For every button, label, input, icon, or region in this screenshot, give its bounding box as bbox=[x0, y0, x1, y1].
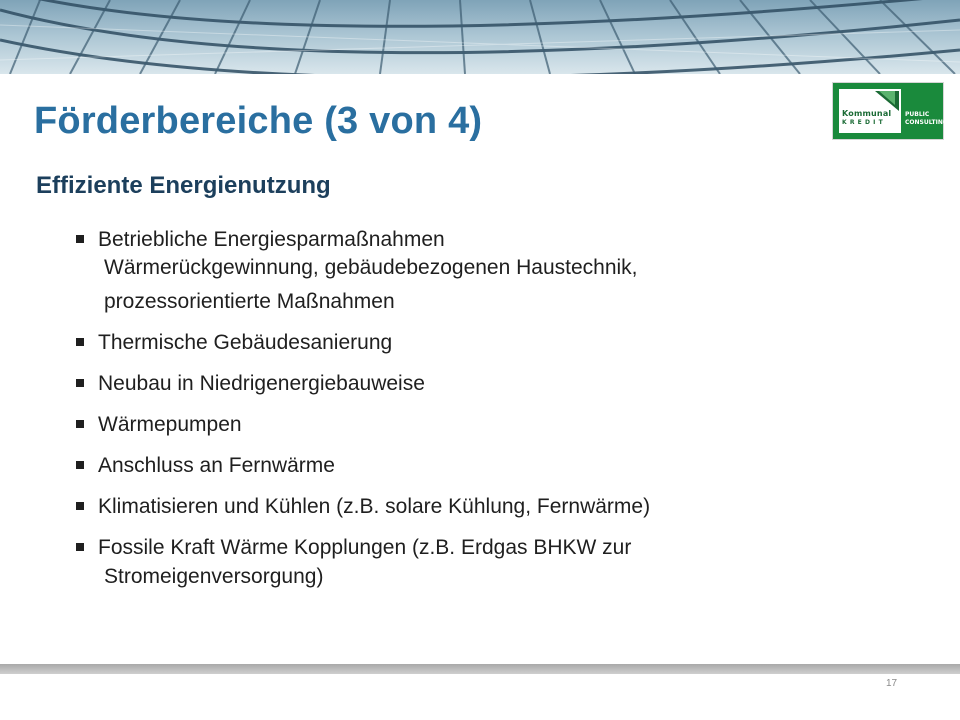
bullet-list bbox=[76, 226, 876, 604]
list-item bbox=[76, 370, 876, 397]
square-bullet-icon bbox=[76, 461, 84, 469]
square-bullet-icon bbox=[76, 420, 84, 428]
square-bullet-icon bbox=[76, 338, 84, 346]
bullet-label: Neubau in Niedrigenergiebauweise bbox=[98, 372, 425, 395]
bullet-label: Fossile Kraft Wärme Kopplungen (z.B. Erdgas BHKW zur bbox=[98, 536, 632, 559]
bullet-label: Thermische Gebäudesanierung bbox=[98, 331, 393, 354]
logo-public-consulting: PUBLIC CONSULTING bbox=[905, 111, 948, 126]
square-bullet-icon bbox=[76, 502, 84, 510]
bullet-label: Klimatisieren und Kühlen (z.B. solare Kühlung, Fernwärme) bbox=[98, 495, 651, 518]
list-item bbox=[76, 411, 876, 438]
glass-roof-image bbox=[0, 0, 960, 74]
bullet-label: Anschluss an Fernwärme bbox=[98, 454, 335, 477]
footer-divider bbox=[0, 664, 960, 674]
logo-mark-icon bbox=[875, 91, 899, 111]
bullet-detail: Wärmerückgewinnung, gebäudebezogenen Haustechnik, bbox=[104, 256, 638, 279]
list-item bbox=[76, 534, 876, 590]
bullet-label: Wärmepumpen bbox=[98, 413, 242, 436]
page-number: 17 bbox=[886, 678, 898, 689]
square-bullet-icon bbox=[76, 543, 84, 551]
square-bullet-icon bbox=[76, 379, 84, 387]
bullet-detail: Stromeigenversorgung) bbox=[104, 565, 324, 588]
section-subtitle: Effiziente Energienutzung bbox=[36, 172, 331, 199]
list-item bbox=[76, 329, 876, 356]
list-item bbox=[76, 493, 876, 520]
kommunalkredit-logo bbox=[832, 82, 948, 140]
bullet-detail: prozessorientierte Maßnahmen bbox=[104, 290, 395, 313]
list-item bbox=[76, 452, 876, 479]
page-title: Förderbereiche (3 von 4) bbox=[34, 100, 483, 142]
logo-emblem bbox=[839, 89, 901, 133]
square-bullet-icon bbox=[76, 235, 84, 243]
logo-word-kredit: KREDIT bbox=[842, 119, 886, 126]
logo-word-kommunal: Kommunal bbox=[842, 109, 892, 118]
bullet-label: Betriebliche Energiesparmaßnahmen bbox=[98, 228, 445, 251]
list-item bbox=[76, 226, 876, 315]
header-photo-banner bbox=[0, 0, 960, 74]
